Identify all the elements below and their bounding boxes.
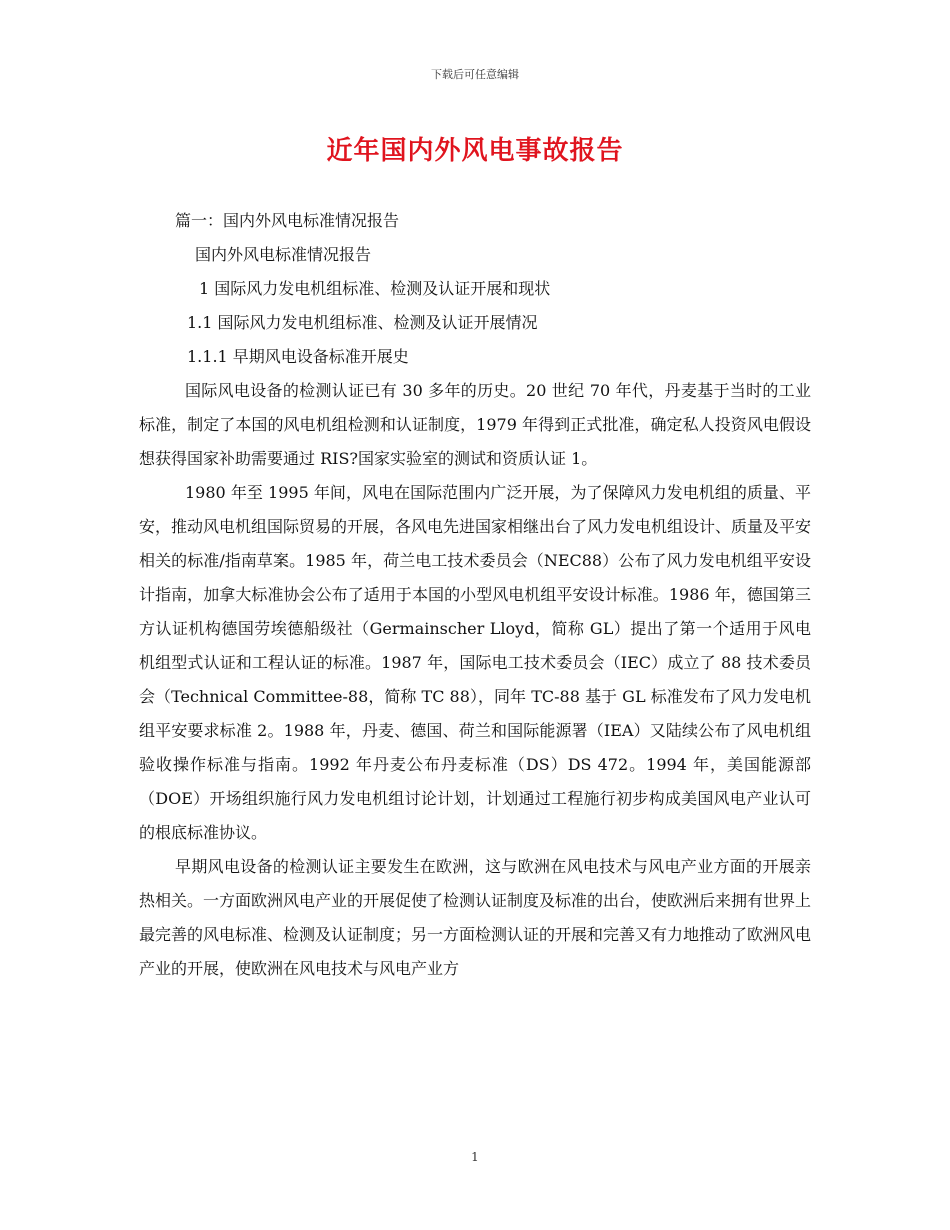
document-body	[139, 204, 811, 986]
paragraph-1: 国际风电设备的检测认证已有 30 多年的历史。20 世纪 70 年代，丹麦基于当时的工业标准，制定了本国的风电机组检测和认证制度，1979 年得到正式批准，确定私人投资风电假设想获得国家补助需要通过 RIS?国家实验室的测试和资质认证 1。	[139, 381, 811, 468]
section-heading-1-1-1: 1.1.1 早期风电设备标准开展史	[187, 347, 409, 366]
paragraph-3: 早期风电设备的检测认证主要发生在欧洲，这与欧洲在风电技术与风电产业方面的开展亲热相关。一方面欧洲风电产业的开展促使了检测认证制度及标准的出台，使欧洲后来拥有世界上最完善的风电标准、检测及认证制度；另一方面检测认证的开展和完善又有力地推动了欧洲风电产业的开展，使欧洲在风电技术与风电产业方	[139, 857, 812, 978]
page-number: 1	[471, 1150, 479, 1164]
document-title: 近年国内外风电事故报告	[326, 136, 624, 166]
section-heading-1-1: 1.1 国际风力发电机组标准、检测及认证开展情况	[187, 313, 538, 332]
header-note: 下载后可任意编辑	[431, 68, 519, 81]
section-heading-article: 篇一：国内外风电标准情况报告	[175, 211, 400, 230]
section-heading-1: 1 国际风力发电机组标准、检测及认证开展和现状	[199, 279, 551, 298]
paragraph-2: 1980 年至 1995 年间，风电在国际范围内广泛开展，为了保障风力发电机组的质量、平安，推动风电机组国际贸易的开展，各风电先进国家相继出台了风力发电机组设计、质量及平安相关的标准/指南草案。1985 年，荷兰电工技术委员会（NEC88）公布了风力发电机组平安设计指南，加拿大标准协会公布了适用于本国的小型风电机组平安设计标准。1986 年，德国第三方认证机构德国劳埃德船级社（Germainscher Lloyd，简称 GL）提出了第一个适用于风电机组型式认证和工程认证的标准。1987 年，国际电工技术委员会（IEC）成立了 88 技术委员会（Technical Committee-88，简称 TC 88），同年 TC-88 基于 GL 标准发布了风力发电机组平安要求标准 2。1988 年，丹麦、德国、荷兰和国际能源署（IEA）又陆续公布了风电机组验收操作标准与指南。1992 年丹麦公布丹麦标准（DS）DS 472。1994 年，美国能源部（DOE）开场组织施行风力发电机组讨论计划，计划通过工程施行初步构成美国风电产业认可的根底标准协议。	[139, 483, 812, 842]
report-subtitle: 国内外风电标准情况报告	[195, 245, 372, 264]
